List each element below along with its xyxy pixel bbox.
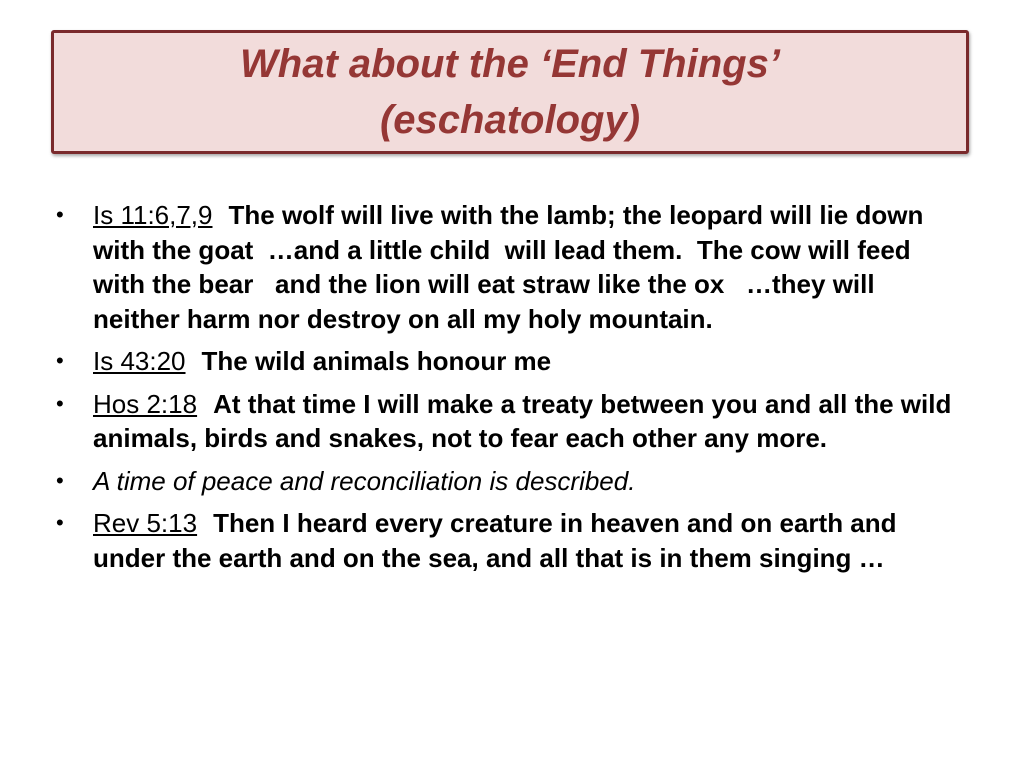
scripture-reference: Is 11:6,7,9: [93, 200, 213, 230]
bullet-item-note: [56, 464, 968, 499]
bullet-item-hosea-2: [56, 387, 968, 456]
scripture-reference: Hos 2:18: [93, 388, 198, 419]
bullet-dot-icon: •: [56, 510, 64, 535]
bullet-item-isaiah-43: [56, 344, 968, 379]
summary-note: A time of peace and reconciliation is described.: [93, 465, 636, 496]
bullet-list: [56, 198, 968, 575]
scripture-reference: Rev 5:13: [93, 508, 198, 538]
verse-text: At that time I will make a treaty between you and all the wild animals, birds and snakes, not to fear each other any more.: [93, 388, 959, 453]
bullet-item-revelation-5: [56, 506, 968, 575]
verse-text: The wolf will live with the lamb; the leopard will lie down with the goat …and a little child will lead them. The cow will feed with the bear and the lion will eat straw like the ox …they will neither harm nor destroy on all my holy mountain.: [93, 200, 931, 334]
slide-title: [240, 36, 780, 148]
title-line-1: What about the ‘End Things’: [240, 42, 780, 86]
bullet-dot-icon: •: [56, 348, 64, 373]
bullet-item-isaiah-11: [56, 198, 968, 336]
title-line-2: (eschatology): [379, 98, 641, 142]
bullet-dot-icon: •: [56, 390, 64, 416]
scripture-reference: Is 43:20: [93, 346, 186, 376]
title-box: [51, 30, 969, 154]
bullet-dot-icon: •: [56, 202, 64, 227]
verse-text: The wild animals honour me: [201, 346, 552, 376]
content-area: [56, 198, 968, 583]
verse-text: Then I heard every creature in heaven and on earth and under the earth and on the sea, and all that is in them singing …: [93, 508, 904, 573]
bullet-dot-icon: •: [56, 467, 64, 493]
